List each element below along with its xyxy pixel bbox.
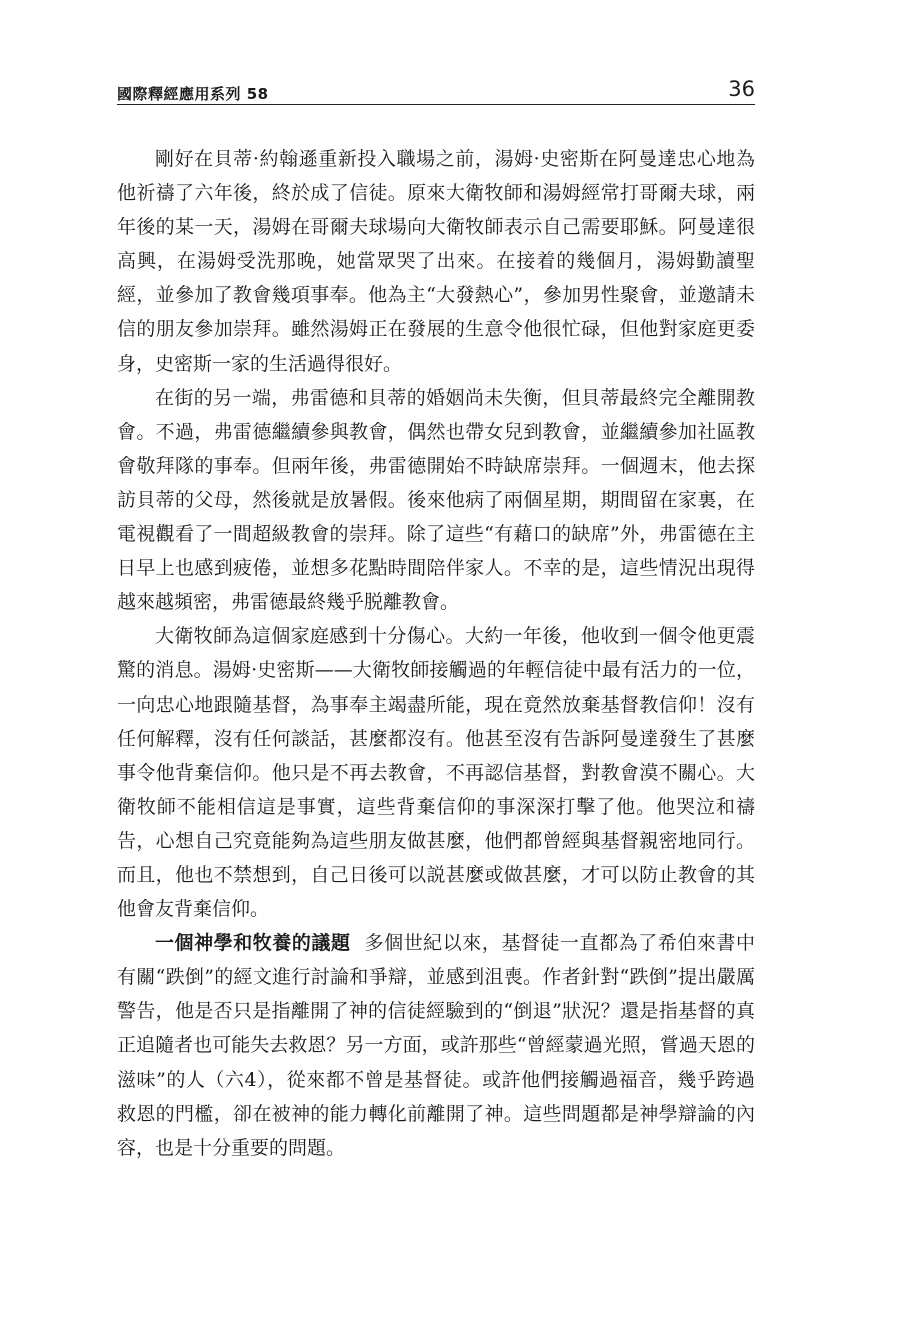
paragraph-text: 大衛牧師為這個家庭感到十分傷心。大約一年後，他收到一個令他更震驚的消息。湯姆·史密斯——大衛牧師接觸過的年輕信徒中最有活力的一位，一向忠心地跟隨基督，為事奉主竭盡所能，現在竟然放棄基督教信仰！沒有任何解釋，沒有任何談話，甚麼都沒有。他甚至沒有告訴阿曼達發生了甚麼事令他背棄信仰。他只是不再去教會，不再認信基督，對教會漠不關心。大衛牧師不能相信這是事實，這些背棄信仰的事深深打擊了他。他哭泣和禱告，心想自己究竟能夠為這些朋友做甚麼，他們都曾經與基督親密地同行。而且，他也不禁想到，自己日後可以説甚麼或做甚麼，才可以防止教會的其他會友背棄信仰。 [117, 625, 755, 921]
paragraph [117, 926, 755, 1165]
section-heading: 一個神學和牧養的議題 [155, 932, 351, 955]
paragraph [117, 381, 755, 620]
paragraph-text: 多個世紀以來，基督徒一直都為了希伯來書中有關“跌倒”的經文進行討論和爭辯，並感到沮喪。作者針對“跌倒”提出嚴厲警告，他是否只是指離開了神的信徒經驗到的“倒退”狀況？還是指基督的真正追隨者也可能失去救恩？另一方面，或許那些“曾經蒙過光照，嘗過天恩的滋味”的人（六4），從來都不曾是基督徒。或許他們接觸過福音，幾乎跨過救恩的門檻，卻在被神的能力轉化前離開了神。這些問題都是神學辯論的內容，也是十分重要的問題。 [117, 932, 755, 1159]
paragraph [117, 619, 755, 926]
paragraph [117, 142, 755, 381]
body-text [117, 142, 755, 1165]
paragraph-text: 剛好在貝蒂·約翰遜重新投入職場之前，湯姆·史密斯在阿曼達忠心地為他祈禱了六年後，終於成了信徒。原來大衛牧師和湯姆經常打哥爾夫球，兩年後的某一天，湯姆在哥爾夫球場向大衛牧師表示自己需要耶穌。阿曼達很高興，在湯姆受洗那晚，她當眾哭了出來。在接着的幾個月，湯姆勤讀聖經，並參加了教會幾項事奉。他為主“大發熱心”，參加男性聚會，並邀請未信的朋友參加崇拜。雖然湯姆正在發展的生意令他很忙碌，但他對家庭更委身，史密斯一家的生活過得很好。 [117, 148, 755, 375]
paragraph-text: 在街的另一端，弗雷德和貝蒂的婚姻尚未失衡，但貝蒂最終完全離開教會。不過，弗雷德繼續參與教會，偶然也帶女兒到教會，並繼續參加社區教會敬拜隊的事奉。但兩年後，弗雷德開始不時缺席崇拜。一個週末，他去探訪貝蒂的父母，然後就是放暑假。後來他病了兩個星期，期間留在家裏，在電視觀看了一間超級教會的崇拜。除了這些“有藉口的缺席”外，弗雷德在主日早上也感到疲倦，並想多花點時間陪伴家人。不幸的是，這些情況出現得越來越頻密，弗雷德最終幾乎脱離教會。 [117, 386, 755, 614]
series-title: 國際釋經應用系列 58 [117, 85, 269, 103]
running-header [117, 74, 755, 105]
page-number: 36 [728, 77, 755, 101]
